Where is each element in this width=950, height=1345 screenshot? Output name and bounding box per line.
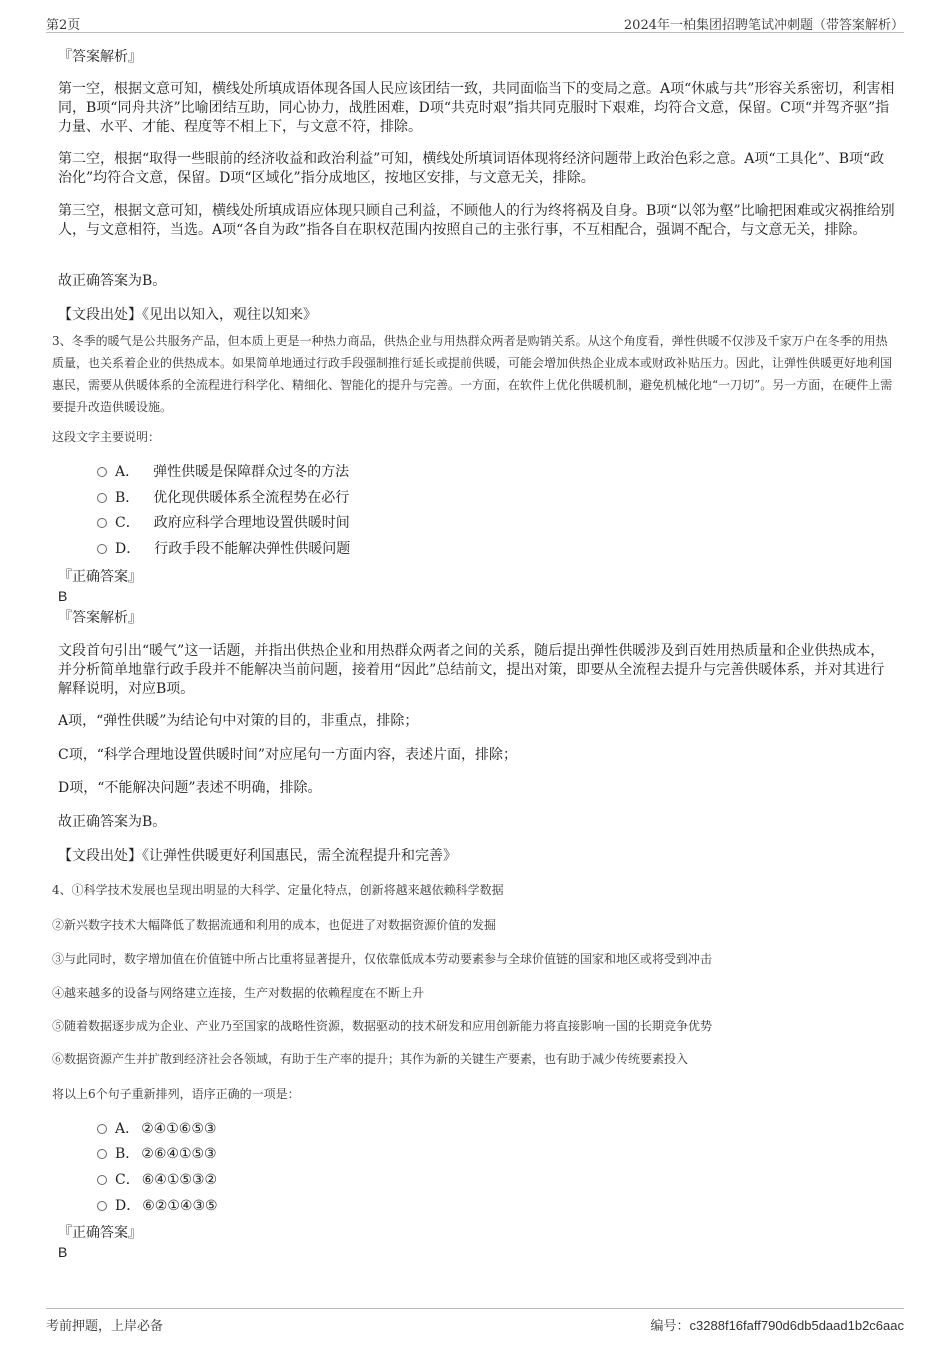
q4-sentence-2: ②新兴数字技术大幅降低了数据流通和利用的成本，也促进了对数据资源价值的发掘: [52, 918, 497, 932]
q3-analysis-c: C项，“科学合理地设置供暖时间”对应尾句一方面内容，表述片面，排除；: [58, 747, 518, 763]
q4-option-a[interactable]: A． ②④①⑥⑤③: [97, 1119, 216, 1139]
q4-answer: B: [58, 1244, 68, 1260]
page-header: [46, 12, 904, 33]
q3-option-c[interactable]: C． 政府应科学合理地设置供暖时间: [97, 513, 350, 533]
q2-conclusion: 故正确答案为B。: [58, 273, 167, 289]
q3-analysis-title: 『答案解析』: [58, 610, 142, 626]
radio-icon[interactable]: [97, 544, 107, 554]
q4-option-d[interactable]: D． ⑥②①④③⑤: [97, 1196, 218, 1216]
q2-source: 【文段出处】《见出以知入，观往以知来》: [58, 307, 317, 323]
page-number: 第2页: [46, 18, 81, 33]
q2-analysis-p2: 第二空，根据“取得一些眼前的经济收益和政治利益”可知，横线处所填词语体现将经济问题带上政治色彩之意。A项“工具化”、B项“政治化”均符合文意，保留。D项“区域化”指分成地区，按地区安排，与文意无关，排除。: [58, 151, 885, 186]
q3-answer-title: 『正确答案』: [58, 569, 142, 585]
q2-analysis-p3: 第三空，根据文意可知，横线处所填成语应体现只顾自己利益，不顾他人的行为终将祸及自身。B项“以邻为壑”比喻把困难或灾祸推给别人，与文意相符，当选。A项“各自为政”指各自在职权范围内按照自己的主张行事，不互相配合，强调不配合，与文意无关，排除。: [58, 203, 895, 238]
q3-stem: 3、冬季的暖气是公共服务产品，但本质上更是一种热力商品，供热企业与用热群众两者是购销关系。从这个角度看，弹性供暖不仅涉及千家万户在冬季的用热质量，也关系着企业的供热成本。如果简单地通过行政手段强制推行延长或提前供暖，可能会增加供热企业成本或财政补贴压力。因此，让弹性供暖更好地利国惠民，需要从供暖体系的全流程进行科学化、精细化、智能化的提升与完善。一方面，在软件上优化供暖机制，避免机械化地“一刀切”。另一方面，在硬件上需要提升改造供暖设施。: [52, 334, 893, 414]
document-title: 2024年一柏集团招聘笔试冲刺题（带答案解析）: [623, 18, 904, 33]
radio-icon[interactable]: [97, 518, 107, 528]
q4-sentence-4: ④越来越多的设备与网络建立连接，生产对数据的依赖程度在不断上升: [52, 986, 425, 1000]
q4-option-b[interactable]: B． ②⑥④①⑤③: [97, 1144, 217, 1164]
q3-analysis-a: A项，“弹性供暖”为结论句中对策的目的，非重点，排除；: [58, 713, 419, 729]
q3-source: 【文段出处】《让弹性供暖更好利国惠民，需全流程提升和完善》: [58, 848, 457, 864]
radio-icon[interactable]: [97, 493, 107, 503]
q3-option-d[interactable]: D． 行政手段不能解决弹性供暖问题: [97, 539, 350, 559]
q3-prompt: 这段文字主要说明：: [52, 430, 161, 444]
q2-analysis-p1: 第一空，根据文意可知，横线处所填成语体现各国人民应该团结一致，共同面临当下的变局之意。A项“休戚与共”形容关系密切，利害相同，B项“同舟共济”比喻团结互助，同心协力，战胜困难，D项“共克时艰”指共同克服时下艰难，均符合文意，保留。C项“并驾齐驱”指力量、水平、才能、程度等不相上下，与文意不符，排除。: [58, 81, 895, 135]
q2-analysis-title: 『答案解析』: [58, 49, 142, 65]
q3-analysis-d: D项，“不能解决问题”表述不明确，排除。: [58, 780, 322, 796]
q4-option-c[interactable]: C． ⑥④①⑤③②: [97, 1170, 217, 1190]
q3-analysis-p1: 文段首句引出“暖气”这一话题，并指出供热企业和用热群众两者之间的关系，随后提出弹性供暖涉及到百姓用热质量和企业供热成本，并分析简单地靠行政手段并不能解决当前问题，接着用“因此”总结前文，提出对策，即要从全流程去提升与完善供暖体系，并对其进行解释说明，对应B项。: [58, 643, 885, 697]
radio-icon[interactable]: [97, 467, 107, 477]
radio-icon[interactable]: [97, 1124, 107, 1134]
q4-sentence-5: ⑤随着数据逐步成为企业、产业乃至国家的战略性资源，数据驱动的技术研发和应用创新能力将直接影响一国的长期竞争优势: [52, 1019, 713, 1033]
q4-sentence-6: ⑥数据资源产生并扩散到经济社会各领域，有助于生产率的提升；其作为新的关键生产要素，也有助于减少传统要素投入: [52, 1052, 689, 1066]
q4-answer-title: 『正确答案』: [58, 1225, 142, 1241]
q3-option-a[interactable]: A． 弹性供暖是保障群众过冬的方法: [97, 462, 349, 482]
document-code: 编号：c3288f16faff790d6db5daad1b2c6aac: [650, 1318, 904, 1334]
q3-conclusion: 故正确答案为B。: [58, 814, 167, 830]
radio-icon[interactable]: [97, 1149, 107, 1159]
radio-icon[interactable]: [97, 1201, 107, 1211]
radio-icon[interactable]: [97, 1175, 107, 1185]
q4-prompt: 将以上6个句子重新排列，语序正确的一项是：: [52, 1087, 300, 1101]
q4-sentence-1: 4、①科学技术发展也呈现出明显的大科学、定量化特点，创新将越来越依赖科学数据: [52, 883, 504, 897]
q3-answer: B: [58, 588, 68, 604]
page-footer: [46, 1308, 904, 1333]
q3-option-b[interactable]: B． 优化现供暖体系全流程势在必行: [97, 488, 349, 508]
footer-slogan: 考前押题，上岸必备: [46, 1319, 164, 1334]
q4-sentence-3: ③与此同时，数字增加值在价值链中所占比重将显著提升，仅依靠低成本劳动要素参与全球价值链的国家和地区或将受到冲击: [52, 952, 713, 966]
